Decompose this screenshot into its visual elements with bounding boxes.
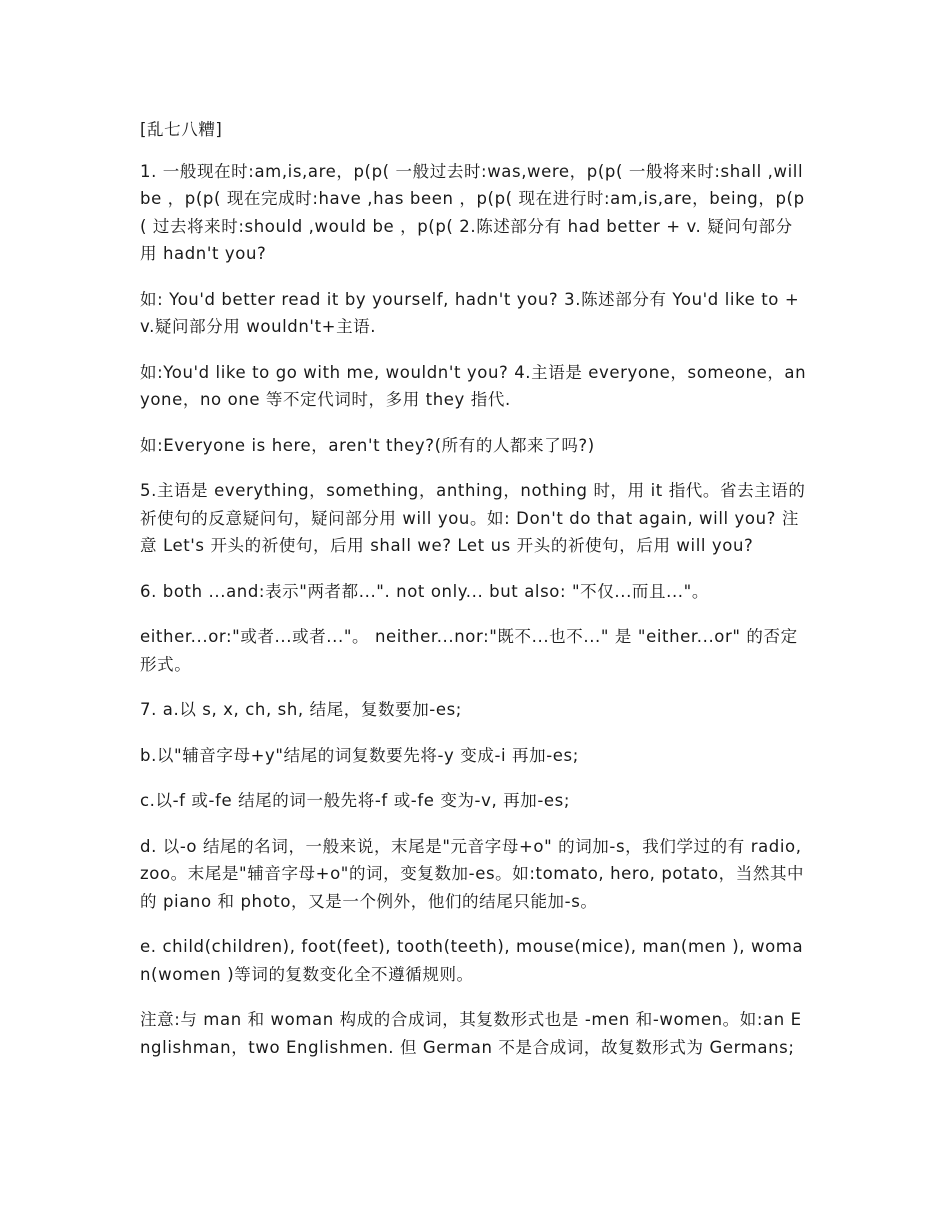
paragraph: either...or:"或者...或者..."。 neither...nor:"既不...也不..." 是 "either...or" 的否定形式。 — [140, 627, 798, 674]
paragraph: 7. a.以 s, x, ch, sh, 结尾，复数要加-es; — [140, 700, 462, 719]
paragraph: 如:Everyone is here，aren't they?(所有的人都来了吗?) — [140, 435, 595, 455]
paragraph: e. child(children), foot(feet), tooth(teeth), mouse(mice), man(men ), woman(women )等词的复数变化全不遵循规则。 — [140, 937, 804, 984]
paragraph: 如:You'd like to go with me, wouldn't you? 4.主语是 everyone，someone，anyone，no one 等不定代词时，多用 they 指代. — [140, 362, 807, 409]
paragraph: 如: You'd better read it by yourself, hadn't you? 3.陈述部分有 You'd like to +v.疑问部分用 wouldn't+主语. — [140, 289, 800, 336]
paragraph: 5.主语是 everything，something，anthing，nothing 时，用 it 指代。省去主语的祈使句的反意疑问句，疑问部分用 will you。如: Don't do that again, will you? 注意 Let's 开头的祈使句，后用 shall we? Let us 开头的祈使句，后用 will you? — [140, 481, 806, 555]
paragraph: b.以"辅音字母+y"结尾的词复数要先将-y 变成-i 再加-es; — [140, 745, 579, 765]
paragraph: 1. 一般现在时:am,is,are，p(p( 一般过去时:was,were，p(p( 一般将来时:shall ,will be ，p(p( 现在完成时:have ,has been ，p(p( 现在进行时:am,is,are，being，p(p( 过去将来时:should ,would be ，p(p( 2.陈述部分有 had better + v. 疑问句部分用 hadn't you? — [140, 161, 805, 263]
paragraph: 注意:与 man 和 woman 构成的合成词，其复数形式也是 -men 和-women。如:an Englishman，two Englishmen. 但 German 不是合成词，故复数形式为 Germans; — [140, 1010, 802, 1057]
paragraph: d. 以-o 结尾的名词，一般来说，末尾是"元音字母+o" 的词加-s，我们学过的有 radio,zoo。末尾是"辅音字母+o"的词，变复数加-es。如:tomato, hero, potato，当然其中的 piano 和 photo，又是一个例外，他们的结尾只能加-s。 — [140, 836, 805, 911]
paragraph: 6. both ...and:表示"两者都...". not only... but also: "不仅...而且..."。 — [140, 581, 709, 601]
document-page — [140, 116, 808, 1079]
paragraph: c.以-f 或-fe 结尾的词一般先将-f 或-fe 变为-v, 再加-es; — [140, 791, 571, 810]
document-title: [乱七八糟] — [140, 120, 223, 139]
